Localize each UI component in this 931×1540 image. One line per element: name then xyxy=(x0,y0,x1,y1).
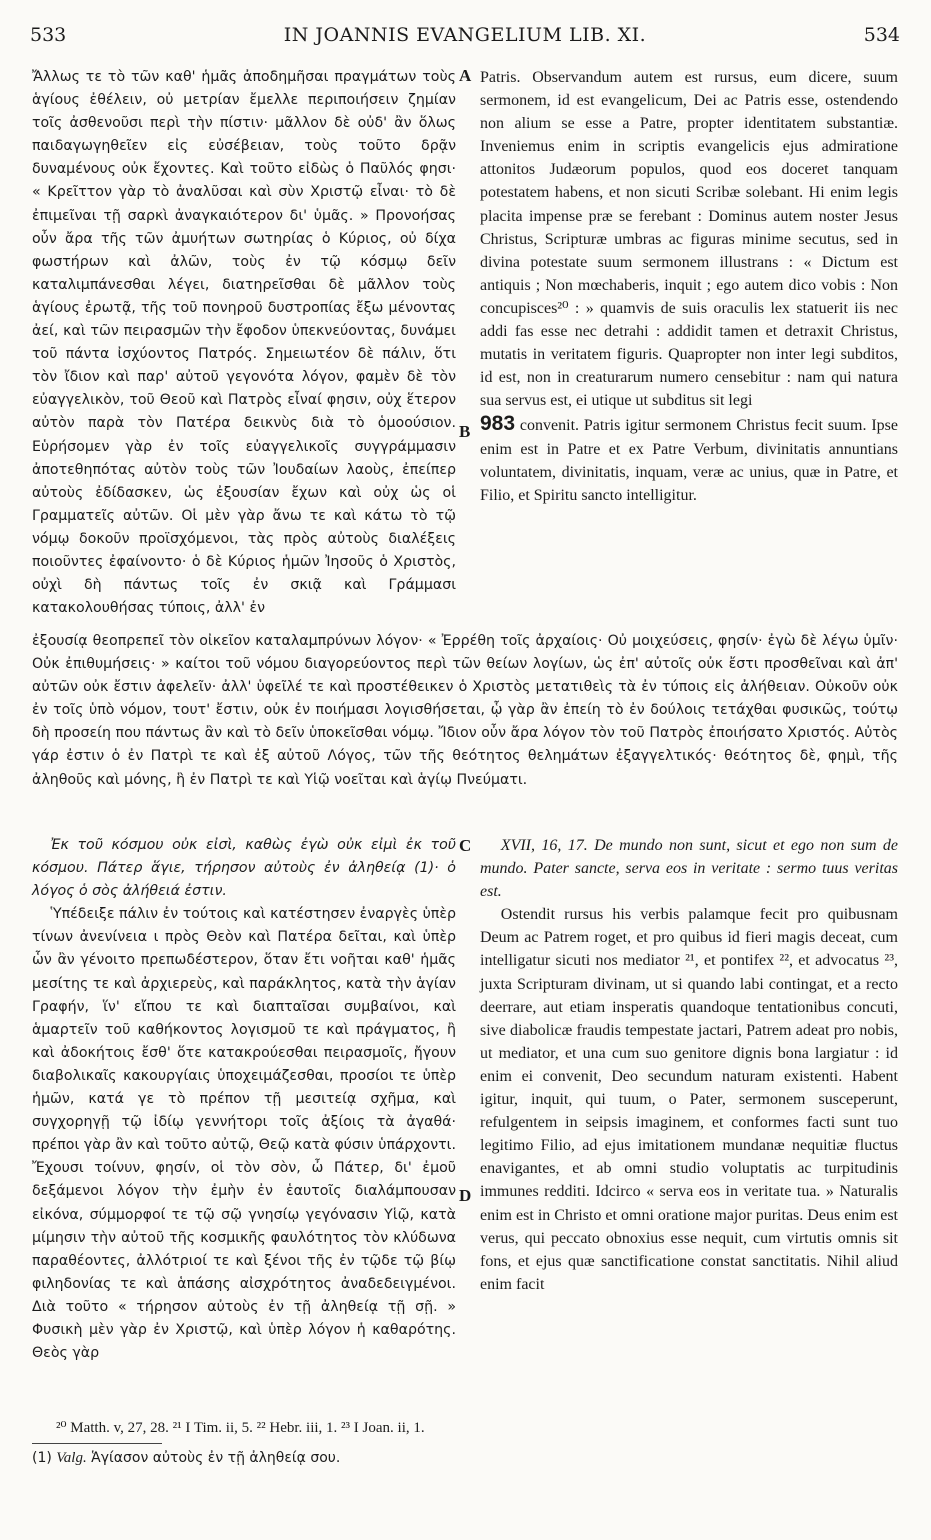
page-number-right: 534 xyxy=(863,24,900,46)
section-marker-a: A xyxy=(459,66,472,85)
latin-column-top xyxy=(480,66,898,507)
page-header xyxy=(30,24,900,48)
latin-verse: XVII, 16, 17. De mundo non sunt, sicut et ego non sum de mundo. Pater sancte, serva eos in veritate : sermo tuus veritas est. xyxy=(480,837,898,901)
variant-note-number: (1) xyxy=(32,1450,52,1466)
greek-verse: Ἐκ τοῦ κόσμου οὐκ εἰσὶ, καθὼς ἐγὼ οὐκ εἰμὶ ἐκ τοῦ κόσμου. Πάτερ ἅγιε, τήρησον αὐτοὺς ἐν ἀληθείᾳ (1)· ὁ λόγος ὁ σὸς ἀλήθειά ἐστιν. xyxy=(32,837,456,900)
latin-column-bottom xyxy=(480,834,898,1296)
section-marker-d: D xyxy=(459,1186,472,1205)
greek-column-bottom xyxy=(32,834,456,1365)
footnote-rule xyxy=(32,1443,162,1444)
footnotes: ²⁰ Matth. v, 27, 28. ²¹ I Tim. ii, 5. ²² Hebr. iii, 1. ²³ I Joan. ii, 1. xyxy=(56,1420,425,1436)
greek-full-width xyxy=(32,630,898,792)
greek-column-top xyxy=(32,66,456,620)
variant-note-source: Valg. xyxy=(56,1450,87,1466)
running-title: IN JOANNIS EVANGELIUM LIB. XI. xyxy=(283,24,647,46)
greek-paragraph: Ἄλλως τε τὸ τῶν καθ' ἡμᾶς ἀποδημῆσαι πραγμάτων τοὺς ἁγίους ἐθέλειν, οὐ μετρίαν ἔμελλε περιποιήσειν ζημίαν τοῖς ἀσθενοῦσι περὶ τὴν πίστιν· μᾶλλον δὲ οὐδ' ἂν ὅλως παιδαγωγηθεῖεν εἰς εὐσέβειαν, τοὺς τοῦτο δρᾷν δυναμένους οὐκ ἔχοντες. Καὶ τοῦτο εἰδὼς ὁ Παῦλός φησι· « Κρεῖττον γὰρ τὸ ἀναλῦσαι καὶ σὺν Χριστῷ εἶναι· τὸ δὲ ἐπιμεῖναι τῇ σαρκὶ ἀναγκαιότερον δι' ὑμᾶς. » Προνοήσας οὖν ἄρα τῆς τῶν ἀμυήτων σωτηρίας ὁ Κύριος, οὐ δίχα φωστήρων καὶ ἀλῶν, τοὺς ἐν τῷ κόσμῳ δεῖν καταλιμπάνεσθαι λέγει, διατηρεῖσθαι δὲ μᾶλλον τοὺς ἁγίους ἐρωτᾷ, τῆς τοῦ πονηροῦ δυστροπίας ἔξω μένοντας ἀεί, καὶ τῶν πειρασμῶν τὴν ἔφοδον ὑπεκνεύοντας, δυνάμει τοῦ πάντα ἰσχύοντος Πατρός. Σημειωτέον δὲ πάλιν, ὅτι τὸν ἴδιον καὶ παρ' αὐτοῦ γεγονότα λόγον, φαμὲν δὲ τὸν εὐαγγελικὸν, τοῦ Θεοῦ καὶ Πατρὸς εἶναί φησιν, οὐχ ἕτερον αὐτὸν παρὰ τὸν Πατέρα δεικνὺς διὰ τὸ ὁμοούσιον. Εὑρήσομεν γὰρ ἐν τοῖς εὐαγγελικοῖς συγγράμμασιν ἀποτεθηπότας αὐτὸν τοὺς τῶν Ἰουδαίων λαοὺς, ἐπείπερ αὐτοὺς ἐδίδασκεν, ὡς ἐξουσίαν ἔχων καὶ οὐχ ὡς οἱ Γραμματεῖς αὐτῶν. Οἱ μὲν γὰρ ἄνω τε καὶ κάτω τὸ τῷ νόμῳ δοκοῦν προϊσχόμενοι, τὰς πρὸς αὐτοὺς διαλέξεις ποιοῦντες ἐφαίνοντο· ὁ δὲ Κύριος ἡμῶν Ἰησοῦς ὁ Χριστὸς, οὐχὶ δὴ πάντως τοῖς ἐν σκιᾷ καὶ Γράμμασι κατακολουθήσας τύποις, ἀλλ' ἐν xyxy=(32,69,456,617)
variant-note-text: Ἁγίασον αὐτοὺς ἐν τῇ ἀληθείᾳ σου. xyxy=(91,1450,341,1466)
section-marker-c: C xyxy=(459,836,472,855)
greek-commentary: Ὑπέδειξε πάλιν ἐν τούτοις καὶ κατέστησεν ἐναργὲς ὑπὲρ τίνων ἀνενίνεια ι πρὸς Θεὸν καὶ Πατέρα δεῖται, καὶ ὑπὲρ ὧν ἂν γένοιτο πρεπωδέστερον, ὅταν ἔτι νοῆται καθ' ἡμᾶς μεσίτης τε καὶ ἀρχιερεὺς, καὶ παράκλητος, κατὰ τὴν ἁγίαν Γραφήν, ἵν' εἴπου τε καὶ διαπταῖσαι συμβαίνοι, καὶ ἁμαρτεῖν τοῦ καθήκοντος λογισμοῦ τε καὶ πράγματος, ἢ καὶ ἀδοκήτοις ἔσθ' ὅτε κατακρούεσθαι πειρασμοῖς, ἤγουν διαβολικαῖς κακουργίαις ὑποχειμάζεσθαι, προσίοι τε ὑπὲρ ἡμῶν, κατά γε τὸ πρέπον τῇ μεσιτείᾳ σχῆμα, καὶ συγχορηγῇ τῷ ἰδίῳ γεννήτορι τοῖς ἀξίοις τὰ ἀγαθά· πρέποι γὰρ ἂν καὶ τοῦτο αὐτῷ, Θεῷ κατὰ φύσιν ὑπάρχοντι. Ἔχουσι τοίνυν, φησίν, οἱ τὸν σὸν, ὦ Πάτερ, δι' ἐμοῦ δεξάμενοι λόγον τὴν ἐμὴν ἐν ἑαυτοῖς διαλάμπουσαν εἰκόνα, σύμμορφοί τε τῷ σῷ γνησίῳ γεγόνασιν Υἱῷ, κατὰ μίμησιν τὴν αὐτοῦ τῆς κοσμικῆς φαυλότητος τὸν κλύδωνα παραθέοντες, ἀλλότριοί τε καὶ ξένοι τῆς ἐν τῷδε τῷ βίῳ φιληδονίας τε καὶ ἁπάσης αἰσχρότητος ἀναδεδειγμένοι. Διὰ τοῦτο « τήρησον αὐτοὺς ἐν τῇ ἀληθείᾳ τῇ σῇ. » Φυσικὴ μὲν γὰρ ἐν Χριστῷ, καὶ ὑπὲρ λόγον ἡ καθαρότης. Θεὸς γὰρ xyxy=(32,906,456,1362)
section-marker-b: B xyxy=(459,422,471,441)
latin-paragraph: Patris. Observandum autem est rursus, eum dicere, suum sermonem, id est evangelicum, Dei ac Patris esse, ostendendo non alium se esse a Patre, propter identitatem substantiæ. Inveniemus enim in scriptis evangelicis ejus admiratione attonitos Judæorum populos, quod eos doceret tanquam potestatem habens, et non sicuti Scribæ solebant. Hi enim legis placita impense præ se ferebant : Dominus autem noster Jesus Christus, Scripturæ umbras ac figuras minime secutus, sed in divina potestate suum sermonem illustrans : « Dictum est antiquis ; Non mœchaberis, inquit ; ego autem dico vobis : Non concupisces²⁰ : » quamvis de suis oraculis lex statuerit iis nec addi fas esse nec detrahi : addidit tamen et detraxit Christus, mutatis in veritatem figuris. Quapropter non inter legi subditos, id est, non in creaturarum numero censebitur : nam qui natura sua servus est, ei utique ut subditus sit legi xyxy=(480,69,898,410)
page-number-left: 533 xyxy=(30,24,67,46)
column-number: 983 xyxy=(480,412,516,436)
variant-note xyxy=(32,1450,872,1467)
latin-commentary: Ostendit rursus his verbis palamque fecit pro quibusnam Deum ac Patrem roget, et pro quibus id fieri magis deceat, cum intelligatur sicuti nos mediator ²¹, et pontifex ²², et advocatus ²³, juxta Scripturam divinam, ut si quando labi contingat, et a recto deerrare, aut etiam insperatis quandoque tentationibus concuti, sive diabolicæ fraudis tempestate jactari, Patrem adeat pro nobis, ut mediator, et una cum suo genitore dignis bona largiatur : id enim ei convenit, Deo secundum naturam existenti. Habent igitur, inquit, qui tuum, o Pater, sermonem susceperunt, refulgentem in seipsis imaginem, et conformes facti sunt tuo legitimo Filio, ad ejus imitationem mundanæ nequitiæ fluctus enavigantes, et ab omni studio voluptatis ac turpitudinis immunes redditi. Idcirco « serva eos in veritate tua. » Naturalis enim est in Christo et omni oratione major puritas. Deus enim est verus, qui peccato obnoxius esse nequit, cum virtutis omnis sit fons, et ejus quæ sanctificatione constat sanctitatis. Nihil aliud enim facit xyxy=(480,906,898,1293)
latin-paragraph-cont: convenit. Patris igitur sermonem Christus fecit suum. Ipse enim est in Patre et ex Patre Verbum, divinitatis annuntians voluntatem, divinitatis, inquam, veræ ac unius, quæ in Patre, et Filio, et Spiritu sancto intelligitur. xyxy=(480,417,898,504)
greek-paragraph-full: ἐξουσίᾳ θεοπρεπεῖ τὸν οἰκεῖον καταλαμπρύνων λόγον· « Ἐρρέθη τοῖς ἀρχαίοις· Οὐ μοιχεύσεις, φησίν· ἐγὼ δὲ λέγω ὑμῖν· Οὐκ ἐπιθυμήσεις· » καίτοι τοῦ νόμου διαγορεύοντος περὶ τῶν θείων λογίων, ὡς ἐπ' αὐτοῖς οὐκ ἔστι προσθεῖναι καὶ ἀπ' αὐτῶν οὐκ ἔστιν ἀφελεῖν· ἀλλ' ὑφεῖλέ τε καὶ προστέθεικεν ὁ Χριστὸς μετατιθεὶς τὰ ἐν τύποις εἰς ἀλήθειαν. Οὐκοῦν οὐκ ἐν τοῖς ὑπὸ νόμον, τουτ' ἔστιν, οὐκ ἐν ποιήμασι λογισθήσεται, ᾧ γὰρ ἂν ἐπείη τὸ ἐν δούλοις τετάχθαι φυσικῶς, τούτῳ δὴ προσείη που πάντως ἂν καὶ τὸ δεῖν ὑποκεῖσθαι νόμῳ. Ἴδιον οὖν ἄρα λόγον τὸν τοῦ Πατρὸς ἐποιήσατο Χριστός. Αὐτὸς γάρ ἐστιν ὁ ἐν Πατρὶ τε καὶ ἐξ αὐτοῦ Λόγος, τῶν τῆς θεότητος θελημάτων ἐξαγγελτικός· θεότητος δὲ, φημὶ, τῆς ἀληθοῦς καὶ μόνης, ἣ ἐν Πατρὶ τε καὶ Υἱῷ νοεῖται καὶ ἁγίῳ Πνεύματι. xyxy=(32,633,898,788)
